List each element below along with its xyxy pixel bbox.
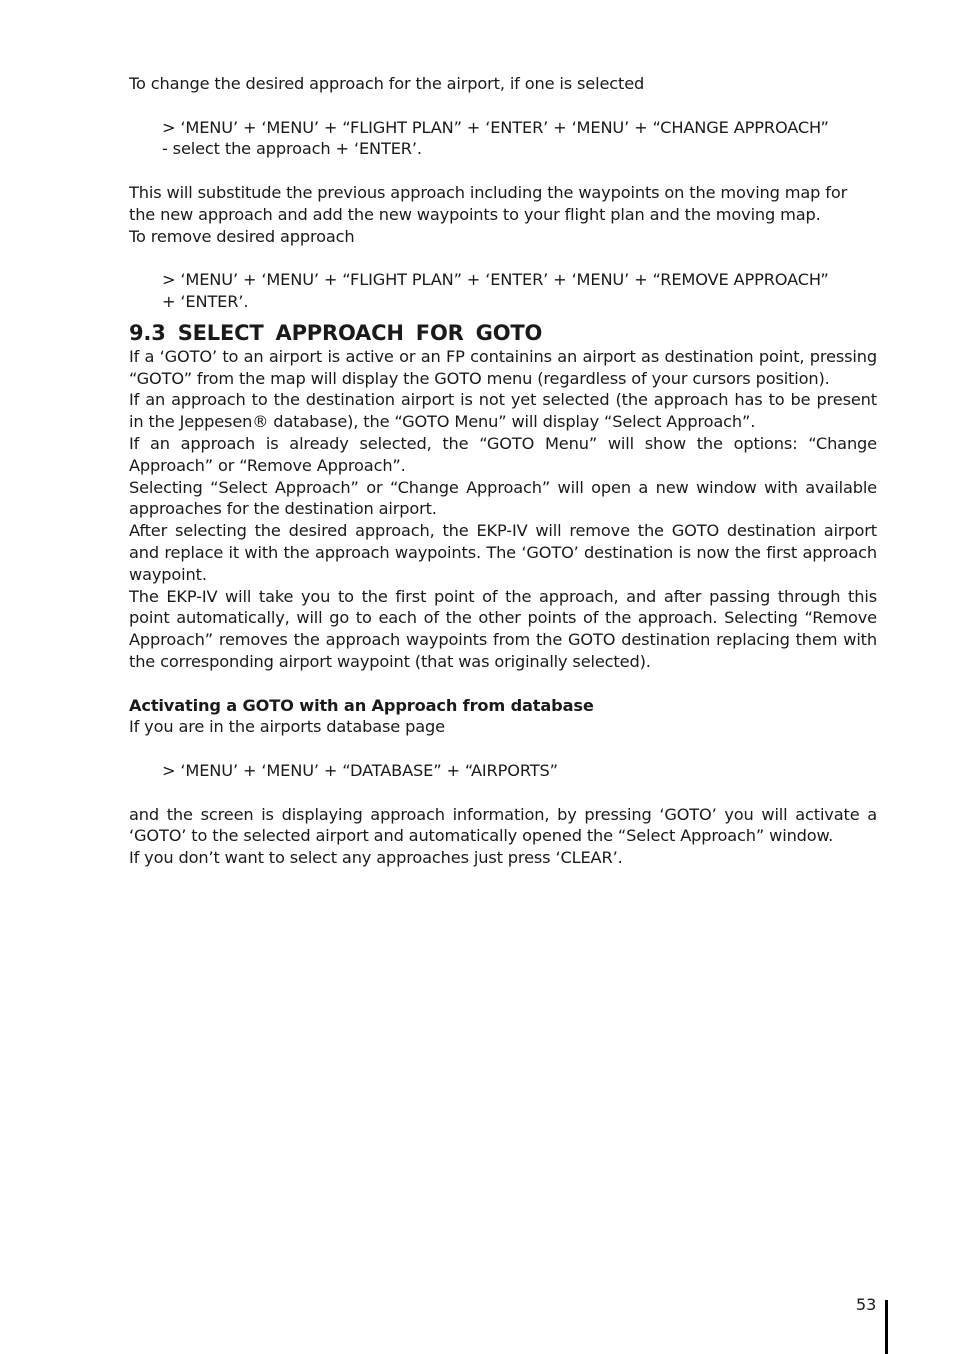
command-line: > ‘MENU’ + ‘MENU’ + “FLIGHT PLAN” + ‘ENTER’ + ‘MENU’ + “CHANGE APPROACH” xyxy=(162,117,829,137)
paragraph: Selecting “Select Approach” or “Change Approach” will open a new window with available approaches for the destination airport. xyxy=(129,477,877,519)
command-line: > ‘MENU’ + ‘MENU’ + “FLIGHT PLAN” + ‘ENTER’ + ‘MENU’ + “REMOVE APPROACH” xyxy=(162,270,829,290)
paragraph: If an approach to the destination airport is not yet selected (the approach has to be present in the Jeppesen® database), the “GOTO Menu” will display “Select Approach”. xyxy=(129,390,877,432)
page-number: 53 xyxy=(856,1295,877,1314)
subsection-heading: Activating a GOTO with an Approach from database xyxy=(129,695,594,715)
spacer xyxy=(129,95,877,117)
page-edge-bar xyxy=(885,1300,888,1354)
paragraph: This will substitude the previous approach including the waypoints on the moving map for the new approach and add the new waypoints to your flight plan and the moving map. xyxy=(129,182,848,224)
paragraph: To remove desired approach xyxy=(129,226,355,246)
command-line: > ‘MENU’ + ‘MENU’ + “DATABASE” + “AIRPORTS” xyxy=(162,760,558,780)
paragraph: If a ‘GOTO’ to an airport is active or an FP containins an airport as destination point, pressing “GOTO” from the map will display the GOTO menu (regardless of your cursors position). xyxy=(129,346,877,388)
section-heading: 9.3 SELECT APPROACH FOR GOTO xyxy=(129,320,543,345)
paragraph: The EKP-IV will take you to the first point of the approach, and after passing through this point automatically, will go to each of the other points of the approach. Selecting “Remove Approach” removes the approach waypoints from the GOTO destination replacing them with the corresponding airport waypoint (that was originally selected). xyxy=(129,586,877,671)
spacer xyxy=(129,738,877,760)
page-body xyxy=(129,73,877,869)
command-line: - select the approach + ‘ENTER’. xyxy=(162,139,422,159)
paragraph: After selecting the desired approach, the EKP-IV will remove the GOTO destination airport and replace it with the approach waypoints. The ‘GOTO’ destination is now the first approach waypoint. xyxy=(129,521,877,584)
intro-line: To change the desired approach for the airport, if one is selected xyxy=(129,74,645,93)
paragraph: If an approach is already selected, the “GOTO Menu” will show the options: “Change Approach” or “Remove Approach”. xyxy=(129,433,877,475)
spacer xyxy=(129,782,877,804)
paragraph: and the screen is displaying approach information, by pressing ‘GOTO’ you will activate a ‘GOTO’ to the selected airport and automatically opened the “Select Approach” window. xyxy=(129,804,877,846)
command-line: + ‘ENTER’. xyxy=(162,291,249,311)
spacer xyxy=(129,247,877,269)
spacer xyxy=(129,160,877,182)
paragraph: If you are in the airports database page xyxy=(129,717,445,737)
spacer xyxy=(129,673,877,695)
paragraph: If you don’t want to select any approaches just press ‘CLEAR’. xyxy=(129,848,623,868)
